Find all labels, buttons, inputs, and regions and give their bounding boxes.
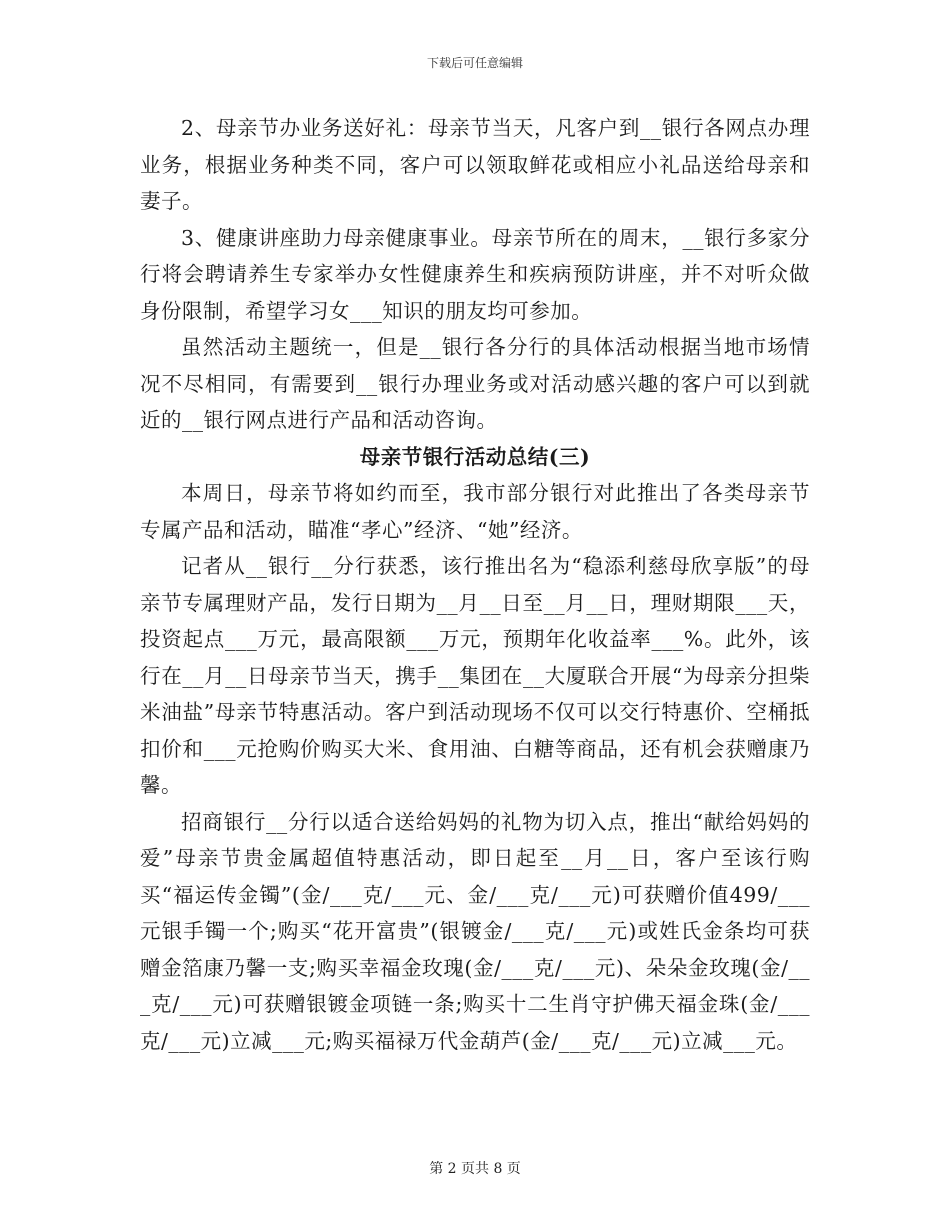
page-number: 第 2 页共 8 页 bbox=[429, 1161, 521, 1177]
paragraph: 虽然活动主题统一，但是__银行各分行的具体活动根据当地市场情况不尽相同，有需要到__银行办理业务或对活动感兴趣的客户可以到就近的__银行网点进行产品和活动咨询。 bbox=[140, 335, 810, 432]
section-title: 母亲节银行活动总结(三) bbox=[359, 444, 591, 469]
paragraph: 记者从__银行__分行获悉，该行推出名为“稳添利慈母欣享版”的母亲节专属理财产品，发行日期为__月__日至__月__日，理财期限___天，投资起点___万元，最高限额___万元，预期年化收益率___%。此外，该行在__月__日母亲节当天，携手__集团在__大厦联合开展“为母亲分担柴米油盐”母亲节特惠活动。客户到活动现场不仅可以交行特惠价、空桶抵扣价和___元抢购价购买大米、食用油、白糖等商品，还有机会获赠康乃馨。 bbox=[140, 554, 810, 797]
header-note: 下载后可任意编辑 bbox=[426, 56, 523, 70]
paragraph: 3、健康讲座助力母亲健康事业。母亲节所在的周末，__银行多家分行将会聘请养生专家举办女性健康养生和疾病预防讲座，并不对听众做身份限制，希望学习女___知识的朋友均可参加。 bbox=[140, 225, 810, 323]
document-body bbox=[140, 110, 810, 1059]
paragraph: 2、母亲节办业务送好礼：母亲节当天，凡客户到__银行各网点办理业务，根据业务种类不同，客户可以领取鲜花或相应小礼品送给母亲和妻子。 bbox=[140, 116, 810, 213]
paragraph: 招商银行__分行以适合送给妈妈的礼物为切入点，推出“献给妈妈的爱”母亲节贵金属超值特惠活动，即日起至__月__日，客户至该行购买“福运传金镯”(金/___克/___元、金/___克/___元)可获赠价值499/___元银手镯一个;购买“花开富贵”(银镀金/___克/___元)或姓氏金条均可获赠金箔康乃馨一支;购买幸福金玫瑰(金/___克/___元)、朵朵金玫瑰(金/___克/___元)可获赠银镀金项链一条;购买十二生肖守护佛天福金珠(金/___克/___元)立减___元;购买福禄万代金葫芦(金/___克/___元)立减___元。 bbox=[140, 809, 810, 1053]
paragraph: 本周日，母亲节将如约而至，我市部分银行对此推出了各类母亲节专属产品和活动，瞄准“孝心”经济、“她”经济。 bbox=[140, 481, 810, 542]
